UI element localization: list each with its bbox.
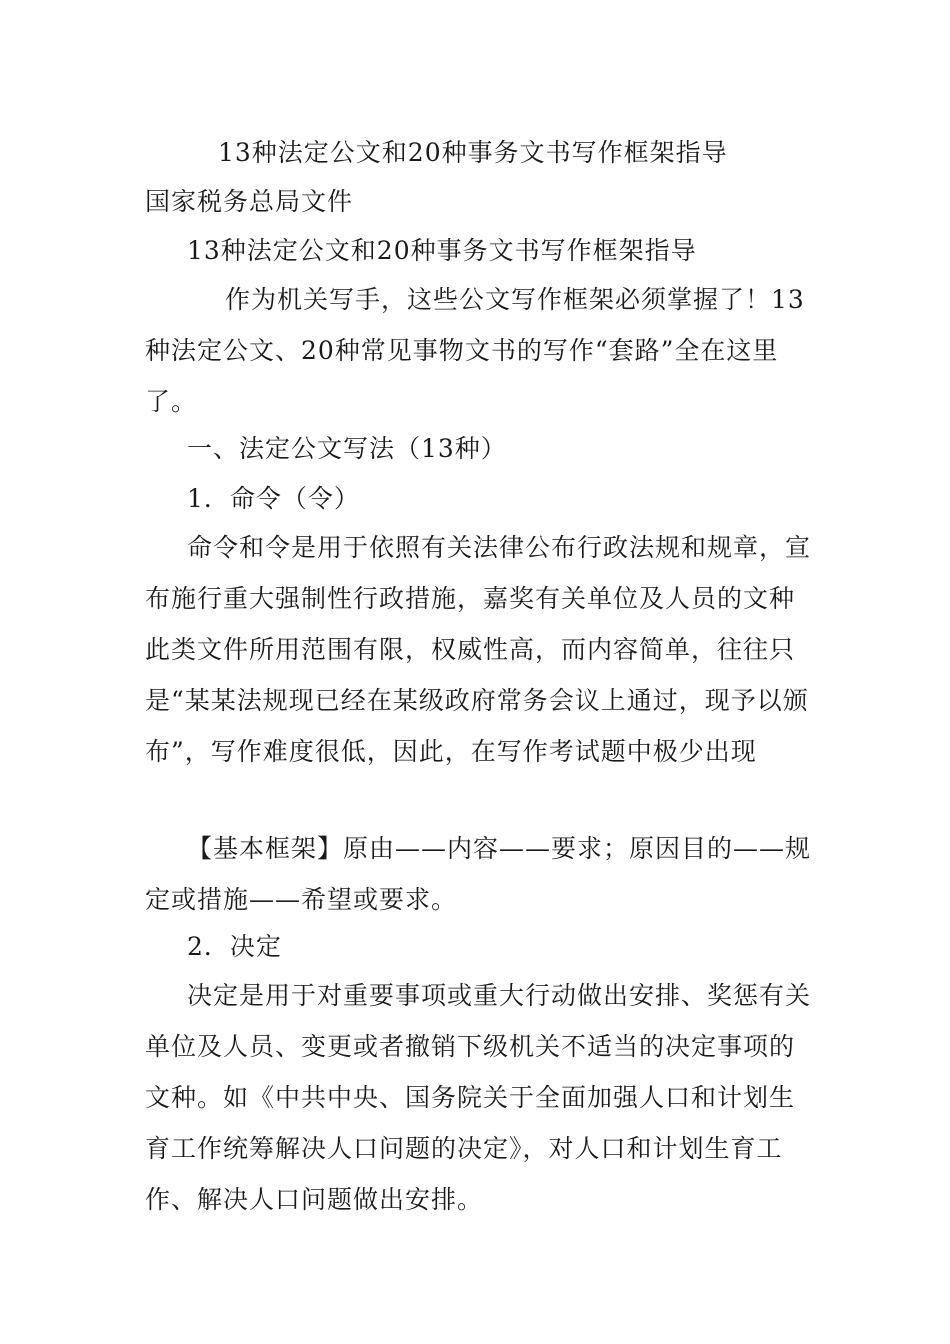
item2-body: 决定是用于对重要事项或重大行动做出安排、奖惩有关单位及人员、变更或者撤销下级机关不适当的决定事项的文种。如《中共中央、国务院关于全面加强人口和计划生育工作统筹解决人口问题的决定》，对人口和计划生育工作、解决人口问题做出安排。 xyxy=(145,981,812,1214)
item2-heading: 2．决定 xyxy=(187,932,282,961)
item1-body: 命令和令是用于依照有关法律公布行政法规和规章，宣布施行重大强制性行政措施，嘉奖有关单位及人员的文种此类文件所用范围有限，权威性高，而内容简单，往往只是“某某法规现已经在某级政府常务会议上通过，现予以颁布”，写作难度很低，因此，在写作考试题中极少出现 xyxy=(145,533,812,766)
item1-framework: 【基本框架】原由——内容——要求；原因目的——规定或措施——希望或要求。 xyxy=(145,834,812,914)
intro-paragraph: 作为机关写手，这些公文写作框架必须掌握了！13种法定公文、20种常见事物文书的写作“套路”全在这里了。 xyxy=(145,285,805,416)
issuer-line: 国家税务总局文件 xyxy=(145,187,354,216)
document-title: 13种法定公文和20种事务文书写作框架指导 xyxy=(218,138,728,167)
item1-heading: 1．命令（令） xyxy=(187,484,360,513)
section-heading: 一、法定公文写法（13种） xyxy=(187,434,507,463)
document-subtitle: 13种法定公文和20种事务文书写作框架指导 xyxy=(187,236,697,265)
